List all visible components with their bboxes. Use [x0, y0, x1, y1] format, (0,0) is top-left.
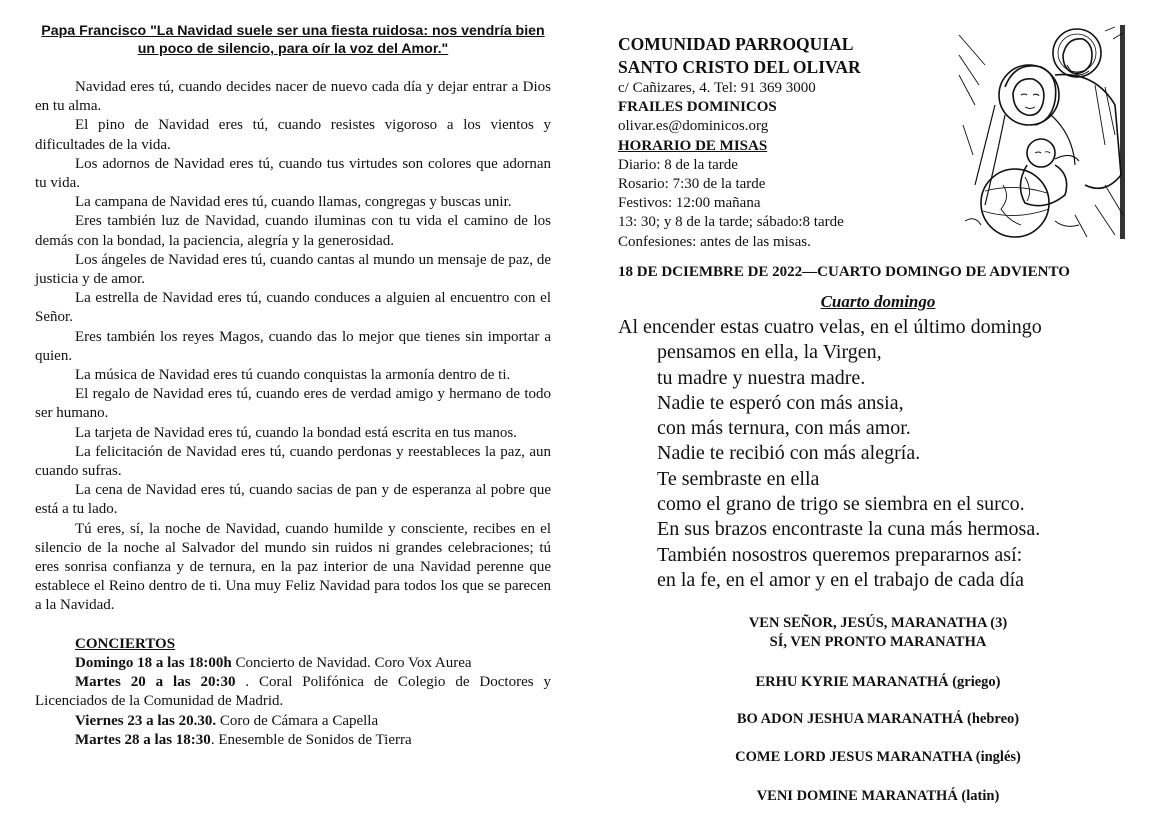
- poem-line: tu madre y nuestra madre.: [657, 366, 866, 389]
- concert-what: . Coral Polifónica de Colegio de Doctores y Licenciados de la Comunidad de Madrid.: [35, 674, 551, 710]
- concert-item: [35, 673, 551, 711]
- poem-line: Te sembraste en ella: [657, 467, 820, 490]
- text-paragraph: El pino de Navidad eres tú, cuando resistes vigoroso a los vientos y dificultades de la vida.: [35, 117, 551, 153]
- text-paragraph: La tarjeta de Navidad eres tú, cuando la bondad está escrita en tus manos.: [75, 424, 517, 441]
- poem-title: Cuarto domingo: [820, 292, 936, 311]
- text-paragraph: La música de Navidad eres tú cuando conquistas la armonía dentro de ti.: [75, 367, 511, 384]
- text-paragraph: Eres también luz de Navidad, cuando iluminas con tu vida el camino de los demás con la bondad, la paciencia, alegría y la generosidad.: [35, 213, 551, 249]
- date-line: 18 DE DCIEMBRE DE 2022—CUARTO DOMINGO DE ADVIENTO: [618, 264, 1070, 280]
- poem-line: pensamos en ella, la Virgen,: [657, 341, 882, 364]
- parish-name-line2: SANTO CRISTO DEL OLIVAR: [618, 57, 861, 77]
- maranatha-greek: ERHU KYRIE MARANATHÁ (griego): [755, 674, 1001, 690]
- maranatha-english: COME LORD JESUS MARANATHA (inglés): [735, 749, 1021, 765]
- concert-item: [35, 654, 551, 673]
- pope-quote-title: Papa Francisco "La Navidad suele ser una fiesta ruidosa: nos vendría bien un poco de silencio, para oír la voz del Amor.": [41, 23, 545, 57]
- poem-line: Al encender estas cuatro velas, en el último domingo: [618, 316, 1042, 338]
- schedule-holidays: Festivos: 12:00 mañana: [618, 195, 761, 212]
- text-paragraph: Los ángeles de Navidad eres tú, cuando cantas al mundo un mensaje de paz, de justicia y de amor.: [35, 251, 551, 288]
- maranatha-line2: SÍ, VEN PRONTO MARANATHA: [769, 634, 987, 650]
- poem-line: Nadie te recibió con más alegría.: [657, 442, 921, 465]
- parish-header: [618, 33, 948, 252]
- maranatha-line1: VEN SEÑOR, JESÚS, MARANATHA (3): [748, 615, 1008, 631]
- text-paragraph: Navidad eres tú, cuando decides nacer de nuevo cada día y dejar entrar a Dios en tu alma.: [35, 79, 551, 115]
- concert-what: . Enesemble de Sonidos de Tierra: [210, 731, 412, 748]
- poem-line: como el grano de trigo se siembra en el surco.: [657, 493, 1025, 516]
- schedule-rosary: Rosario: 7:30 de la tarde: [618, 176, 766, 193]
- poem-line: Nadie te esperó con más ansia,: [657, 391, 904, 414]
- concerts-section: [35, 635, 551, 750]
- poem-line: en la fe, en el amor y en el trabajo de cada día: [657, 568, 1025, 591]
- text-paragraph: El regalo de Navidad eres tú, cuando eres de verdad amigo y hermano de todo ser humano.: [35, 386, 551, 422]
- holy-family-illustration: [955, 25, 1125, 239]
- text-paragraph: Eres también los reyes Magos, cuando das lo mejor que tienes sin importar a quien.: [35, 328, 551, 364]
- maranatha-hebrew: BO ADON JESHUA MARANATHÁ (hebreo): [736, 711, 1020, 727]
- text-paragraph: La cena de Navidad eres tú, cuando sacias de pan y de esperanza al pobre que está a tu lado.: [35, 482, 551, 518]
- concert-when: Martes 28 a las 18:30: [75, 731, 211, 748]
- maranatha-latin: VENI DOMINE MARANATHÁ (latin): [756, 788, 1000, 804]
- concert-what: Coro de Cámara a Capella: [216, 712, 379, 729]
- concert-list: [35, 654, 551, 750]
- parish-email: olivar.es@dominicos.org: [618, 118, 769, 135]
- schedule-confessions: Confesiones: antes de las misas.: [618, 233, 811, 250]
- parish-address: c/ Cañizares, 4. Tel: 91 369 3000: [618, 80, 816, 96]
- poem: [618, 315, 1138, 593]
- poem-line: con más ternura, con más amor.: [657, 417, 911, 440]
- parish-name-line1: COMUNIDAD PARROQUIAL: [618, 34, 854, 54]
- text-paragraph: Los adornos de Navidad eres tú, cuando tus virtudes son colores que adornan tu vida.: [35, 155, 551, 192]
- left-column: [35, 22, 551, 750]
- text-paragraph: La felicitación de Navidad eres tú, cuando perdonas y reestableces la paz, aun cuando sufras.: [35, 443, 551, 480]
- poem-line: En sus brazos encontraste la cuna más hermosa.: [657, 518, 1041, 541]
- text-paragraph: La campana de Navidad eres tú, cuando llamas, congregas y buscas unir.: [75, 194, 512, 211]
- friars-label: FRAILES DOMINICOS: [618, 99, 777, 116]
- mass-schedule-heading: HORARIO DE MISAS: [618, 137, 768, 154]
- concert-when: Martes 20 a las 20:30: [75, 674, 236, 691]
- schedule-times: 13: 30; y 8 de la tarde; sábado:8 tarde: [618, 214, 844, 231]
- poem-line: También nosostros queremos prepararnos así:: [657, 543, 1023, 566]
- schedule-daily: Diario: 8 de la tarde: [618, 156, 738, 173]
- christmas-text: [35, 78, 551, 616]
- concert-when: Viernes 23 a las 20.30.: [75, 712, 217, 729]
- text-paragraph: Tú eres, sí, la noche de Navidad, cuando humilde y consciente, recibes en el silencio de la noche al Salvador del mundo sin ruidos ni grandes celebraciones; tú eres sonrisa confianza y de ternura, en la paz interior de una Navidad perenne que establece el Reino dentro de ti. Una muy Feliz Navidad para todos los que se parecen a la Navidad.: [35, 520, 551, 614]
- text-paragraph: La estrella de Navidad eres tú, cuando conduces a alguien al encuentro con el Señor.: [35, 290, 551, 326]
- concert-what: Concierto de Navidad. Coro Vox Aurea: [231, 654, 472, 671]
- concert-item: [35, 731, 551, 750]
- concerts-heading: CONCIERTOS: [75, 635, 176, 652]
- concert-item: [35, 712, 551, 731]
- maranatha-refrain: [618, 614, 1138, 652]
- concert-when: Domingo 18 a las 18:00h: [75, 654, 232, 671]
